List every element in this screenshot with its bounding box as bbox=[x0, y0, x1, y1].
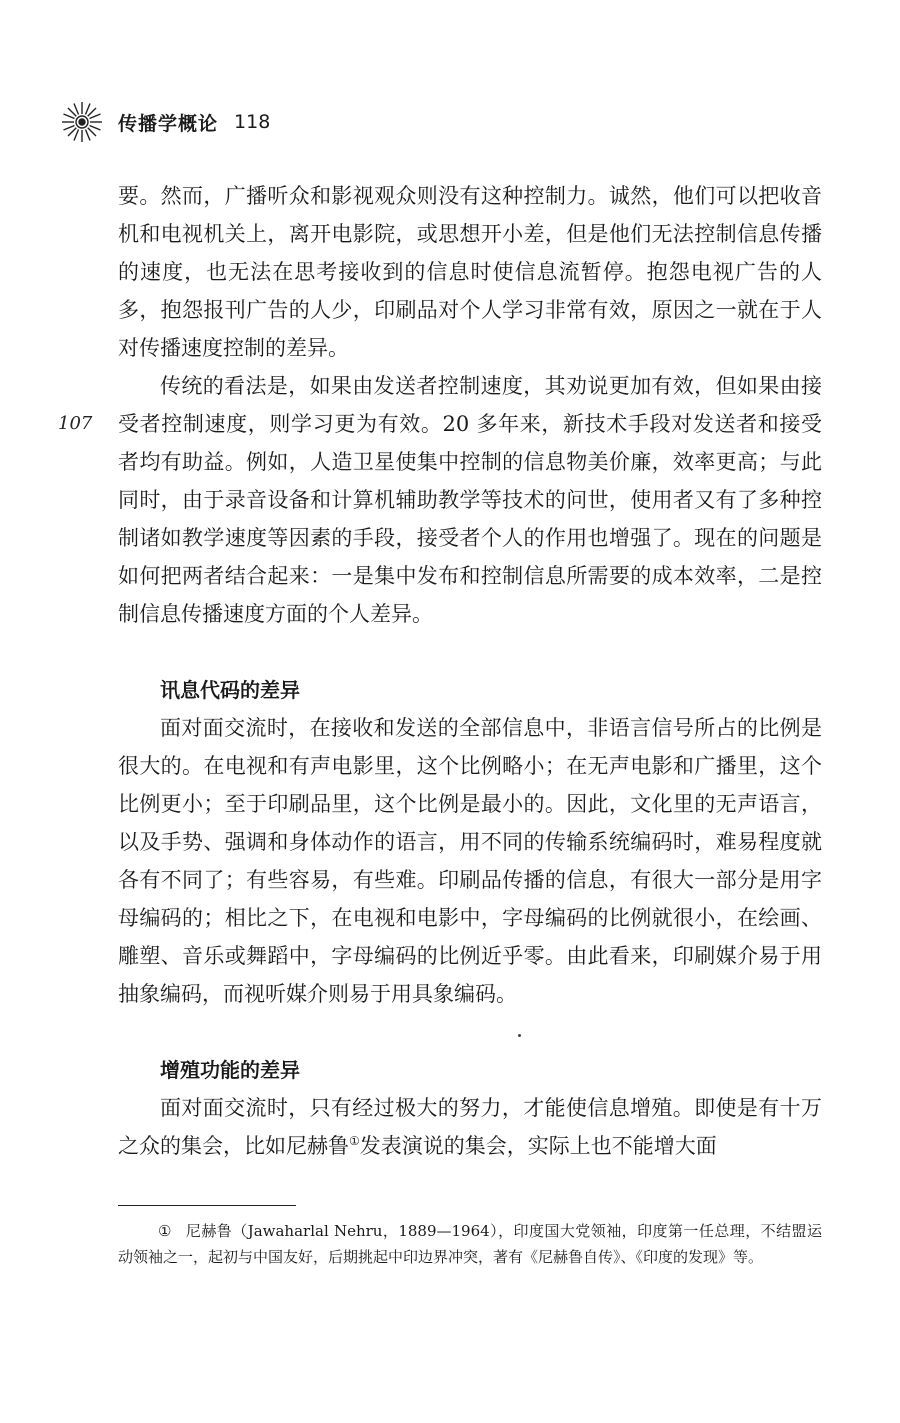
running-header bbox=[60, 100, 270, 144]
paragraph-text: 面对面交流时，只有经过极大的努力，才能使信息增殖。即使是有十万之众的集会，比如尼赫鲁 bbox=[118, 1096, 822, 1158]
section-heading: 讯息代码的差异 bbox=[160, 678, 300, 702]
footnote-reference[interactable]: ① bbox=[349, 1134, 360, 1148]
paragraph-text: 发表演说的集会，实际上也不能增大面 bbox=[359, 1134, 717, 1158]
footnote bbox=[118, 1218, 822, 1270]
page-number: 118 bbox=[234, 111, 271, 133]
main-text bbox=[118, 177, 822, 1165]
footnote-divider bbox=[118, 1205, 296, 1206]
chrysanthemum-icon bbox=[60, 100, 104, 144]
footnote-text: 尼赫鲁（Jawaharlal Nehru，1889—1964），印度国大党领袖，印度第一任总理，不结盟运动领袖之一，起初与中国友好，后期挑起中印边界冲突，著有《尼赫鲁自传》、《印度的发现》等。 bbox=[118, 1222, 822, 1266]
footnote-mark: ① bbox=[158, 1222, 172, 1240]
paragraph bbox=[118, 1089, 822, 1165]
ink-dot bbox=[518, 1034, 521, 1037]
paragraph: 传统的看法是，如果由发送者控制速度，其劝说更加有效，但如果由接受者控制速度，则学习更为有效。20 多年来，新技术手段对发送者和接受者均有助益。例如，人造卫星使集中控制的信息物美价廉，效率更高；与此同时，由于录音设备和计算机辅助教学等技术的问世，使用者又有了多种控制诸如教学速度等因素的手段，接受者个人的作用也增强了。现在的问题是如何把两者结合起来：一是集中发布和控制信息所需要的成本效率，二是控制信息传播速度方面的个人差异。 bbox=[118, 374, 822, 626]
paragraph: 面对面交流时，在接收和发送的全部信息中，非语言信号所占的比例是很大的。在电视和有声电影里，这个比例略小；在无声电影和广播里，这个比例更小；至于印刷品里，这个比例是最小的。因此，文化里的无声语言，以及手势、强调和身体动作的语言，用不同的传输系统编码时，难易程度就各有不同了；有些容易，有些难。印刷品传播的信息，有很大一部分是用字母编码的；相比之下，在电视和电影中，字母编码的比例就很小，在绘画、雕塑、音乐或舞蹈中，字母编码的比例近乎零。由此看来，印刷媒介易于用抽象编码，而视听媒介则易于用具象编码。 bbox=[118, 716, 822, 1006]
original-page-number: 107 bbox=[58, 413, 93, 434]
section-heading: 增殖功能的差异 bbox=[160, 1058, 300, 1082]
book-title: 传播学概论 bbox=[118, 112, 219, 135]
paragraph: 要。然而，广播听众和影视观众则没有这种控制力。诚然，他们可以把收音机和电视机关上，离开电影院，或思想开小差，但是他们无法控制信息传播的速度，也无法在思考接收到的信息时使信息流暂停。抱怨电视广告的人多，抱怨报刊广告的人少，印刷品对个人学习非常有效，原因之一就在于人对传播速度控制的差异。 bbox=[118, 184, 822, 360]
